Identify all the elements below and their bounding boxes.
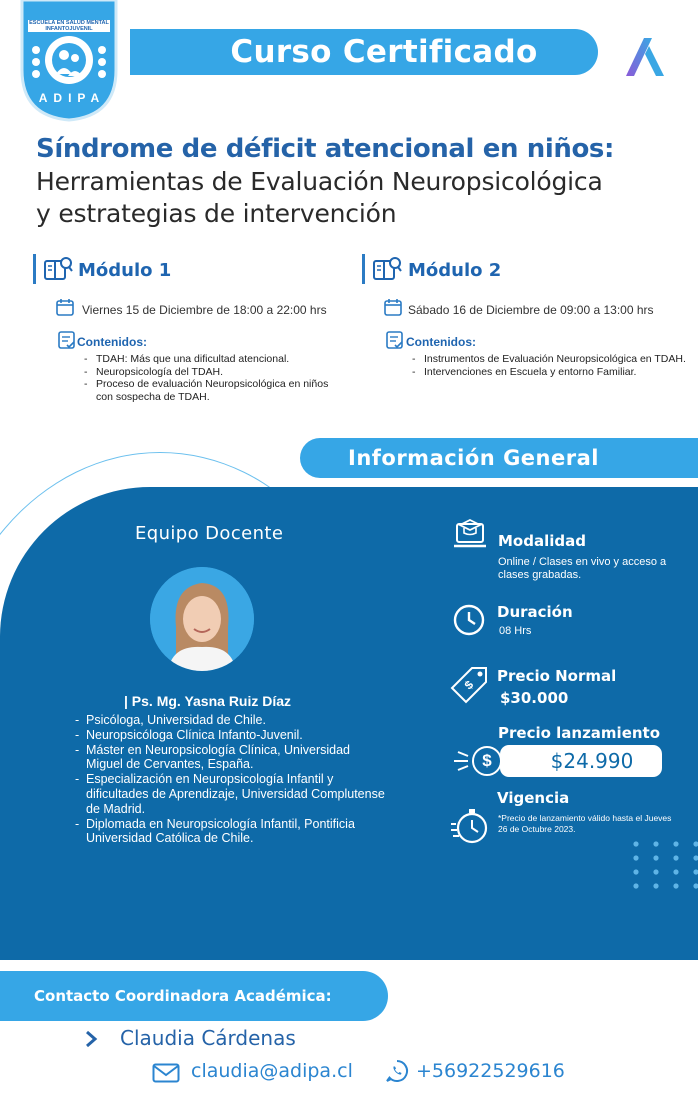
- validity-label: Vigencia: [497, 789, 570, 807]
- list-item: - Neuropsicología del TDAH.: [84, 366, 344, 379]
- mail-icon: [152, 1063, 180, 1088]
- module-2-contents-list: [412, 353, 687, 378]
- normal-price-label: Precio Normal: [497, 667, 617, 685]
- duration-label: Duración: [497, 603, 573, 621]
- course-headline: Síndrome de déficit atencional en niños:: [36, 134, 614, 164]
- speed-lines-icon: [452, 746, 474, 781]
- info-general-banner: Información General: [300, 438, 698, 478]
- logo-caption: ESCUELA EN SALUD MENTAL INFANTOJUVENIL: [29, 20, 109, 32]
- contact-banner: Contacto Coordinadora Académica:: [0, 971, 388, 1021]
- list-item: - Intervenciones en Escuela y entorno Familiar.: [412, 366, 687, 379]
- checklist-icon: [58, 331, 76, 354]
- list-item: - Proceso de evaluación Neuropsicológica en niños con sospecha de TDAH.: [84, 378, 344, 403]
- calendar-icon: [384, 298, 402, 321]
- normal-price-value: $30.000: [500, 689, 569, 707]
- list-item: - Máster en Neuropsicología Clínica, Universidad Miguel de Cervantes, España.: [75, 743, 385, 773]
- module-1-contents-list: [84, 353, 344, 403]
- duration-value: 08 Hrs: [499, 625, 532, 637]
- module-1-date: Viernes 15 de Diciembre de 18:00 a 22:00 hrs: [82, 303, 327, 317]
- chevron-right-icon: [84, 1030, 98, 1053]
- module-1-contents-label: Contenidos:: [77, 335, 147, 349]
- list-item: - Neuropsicóloga Clínica Infanto-Juvenil.: [75, 728, 385, 743]
- brand-a-icon: [622, 34, 668, 78]
- book-icon: [372, 254, 402, 289]
- teacher-name: | Ps. Mg. Yasna Ruiz Díaz: [124, 693, 292, 709]
- launch-price-value: $24.990: [500, 745, 662, 777]
- contact-name: Claudia Cárdenas: [120, 1026, 296, 1050]
- course-subtitle-line-2: y estrategias de intervención: [36, 199, 397, 228]
- course-subtitle-line-1: Herramientas de Evaluación Neuropsicológica: [36, 167, 603, 196]
- laptop-graduation-icon: [452, 516, 488, 557]
- modality-label: Modalidad: [498, 532, 586, 550]
- stopwatch-icon: [450, 806, 490, 851]
- module-1-title: Módulo 1: [78, 260, 172, 281]
- module-2-date: Sábado 16 de Diciembre de 09:00 a 13:00 hrs: [408, 303, 654, 317]
- module-2-title: Módulo 2: [408, 260, 502, 281]
- dollar-icon: $: [472, 746, 502, 776]
- list-item: - Diplomada en Neuropsicología Infantil, Pontificia Universidad Católica de Chile.: [75, 817, 385, 847]
- clock-icon: [452, 603, 486, 642]
- teacher-credentials-list: [75, 713, 385, 846]
- validity-note: *Precio de lanzamiento válido hasta el Jueves 26 de Octubre 2023.: [498, 813, 672, 834]
- calendar-icon: [56, 298, 74, 321]
- launch-price-label: Precio lanzamiento: [498, 724, 661, 742]
- module-2-contents-label: Contenidos:: [406, 335, 476, 349]
- whatsapp-icon: [385, 1059, 409, 1088]
- decorative-dots: [632, 840, 698, 892]
- modality-value: Online / Clases en vivo y acceso a clases grabadas.: [498, 556, 667, 581]
- book-icon: [43, 254, 73, 289]
- contact-phone-link[interactable]: +56922529616: [416, 1060, 565, 1082]
- checklist-icon: [386, 331, 404, 354]
- price-tag-icon: [450, 664, 490, 709]
- course-title-banner: Curso Certificado: [130, 29, 598, 75]
- list-item: - Psicóloga, Universidad de Chile.: [75, 713, 385, 728]
- module-1-accent-bar: [33, 254, 36, 284]
- module-2-accent-bar: [362, 254, 365, 284]
- list-item: - TDAH: Más que una dificultad atencional.: [84, 353, 344, 366]
- adipa-logo: [18, 0, 120, 122]
- contact-email-link[interactable]: claudia@adipa.cl: [191, 1060, 353, 1082]
- svg-text:$: $: [461, 677, 477, 693]
- team-title: Equipo Docente: [135, 523, 284, 544]
- logo-word: ADIPA: [38, 91, 106, 105]
- list-item: - Especialización en Neuropsicología Infantil y dificultades de Aprendizaje, Universidad Complutense de Madrid.: [75, 772, 385, 816]
- list-item: - Instrumentos de Evaluación Neuropsicológica en TDAH.: [412, 353, 687, 366]
- teacher-avatar: [150, 567, 254, 671]
